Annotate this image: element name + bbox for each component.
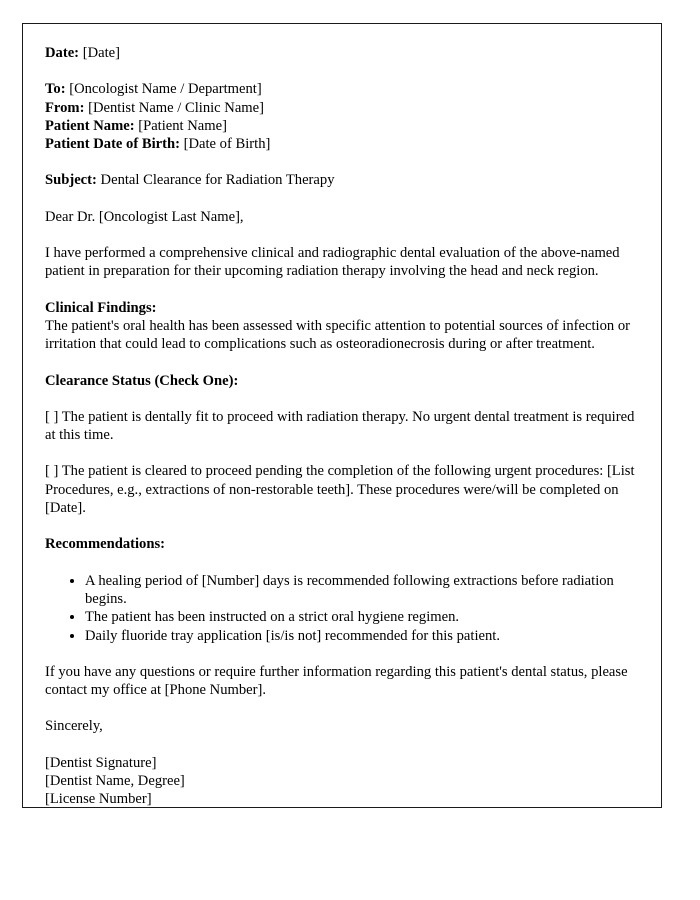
to-label: To: [45, 81, 66, 98]
patient-name-label: Patient Name: [45, 117, 135, 134]
spacer-after-recommendations [45, 645, 637, 663]
list-item: • A healing period of [Number] days is recommended following extractions before radiation begins. [85, 572, 637, 609]
spacer-after-subject [45, 190, 637, 208]
clearance-option-checkbox-2[interactable]: [ ] The patient is cleared to proceed pending the completion of the following urgent procedures: [List Procedures, e.g., extractions of non-restorable teeth]. These procedures were/will be completed on [Date]. [45, 463, 635, 517]
spacer-before-option-1 [45, 390, 637, 408]
spacer-after-clearance [45, 517, 637, 535]
patient-name-value: [Patient Name] [138, 117, 227, 134]
clinical-findings-heading: Clinical Findings: [45, 299, 157, 316]
spacer-after-salutation [45, 226, 637, 244]
date-label: Date: [45, 45, 80, 61]
to-line [45, 80, 637, 98]
date-line [45, 44, 637, 62]
patient-dob-line [45, 135, 637, 153]
subject-line [45, 171, 637, 189]
patient-dob-label: Patient Date of Birth: [45, 136, 180, 153]
subject-value: Dental Clearance for Radiation Therapy [100, 172, 335, 189]
spacer-after-header [45, 153, 637, 171]
clearance-option-checkbox-1[interactable]: [ ] The patient is dentally fit to proceed with radiation therapy. No urgent dental treatment is required at this time. [45, 408, 635, 444]
date-value: [Date] [82, 45, 120, 61]
spacer-before-signoff [45, 699, 637, 717]
list-item: • The patient has been instructed on a strict oral hygiene regimen. [85, 608, 637, 626]
sign-off: Sincerely, [45, 718, 103, 735]
signature-line-name-degree: [Dentist Name, Degree] [45, 773, 185, 790]
closing-paragraph: If you have any questions or require further information regarding this patient's dental status, please contact my office at [Phone Number]. [45, 663, 628, 699]
spacer-before-signature [45, 736, 637, 754]
spacer-after-clinical-findings [45, 354, 637, 372]
salutation: Dear Dr. [Oncologist Last Name], [45, 208, 244, 225]
letter-body [45, 44, 637, 808]
from-label: From: [45, 99, 85, 116]
signature-line-signature: [Dentist Signature] [45, 754, 157, 771]
subject-label: Subject: [45, 172, 97, 189]
clearance-status-heading: Clearance Status (Check One): [45, 372, 239, 389]
recommendations-list [45, 572, 637, 645]
spacer-after-date [45, 62, 637, 80]
spacer-between-options [45, 444, 637, 462]
spacer-after-intro [45, 281, 637, 299]
to-value: [Oncologist Name / Department] [69, 81, 262, 98]
spacer-before-recommendations-list [45, 554, 637, 572]
clinical-findings-body: The patient's oral health has been assessed with specific attention to potential sources of infection or irritation that could lead to complications such as osteoradionecrosis during or after treatment. [45, 317, 630, 353]
from-value: [Dentist Name / Clinic Name] [88, 99, 264, 116]
list-item: • Daily fluoride tray application [is/is not] recommended for this patient. [85, 627, 637, 645]
document-page [22, 23, 662, 808]
patient-dob-value: [Date of Birth] [183, 136, 271, 153]
patient-name-line [45, 117, 637, 135]
recommendations-heading: Recommendations: [45, 536, 165, 553]
from-line [45, 99, 637, 117]
signature-line-license: [License Number] [45, 791, 152, 808]
intro-paragraph: I have performed a comprehensive clinical and radiographic dental evaluation of the above-named patient in preparation for their upcoming radiation therapy involving the head and neck region. [45, 245, 620, 280]
